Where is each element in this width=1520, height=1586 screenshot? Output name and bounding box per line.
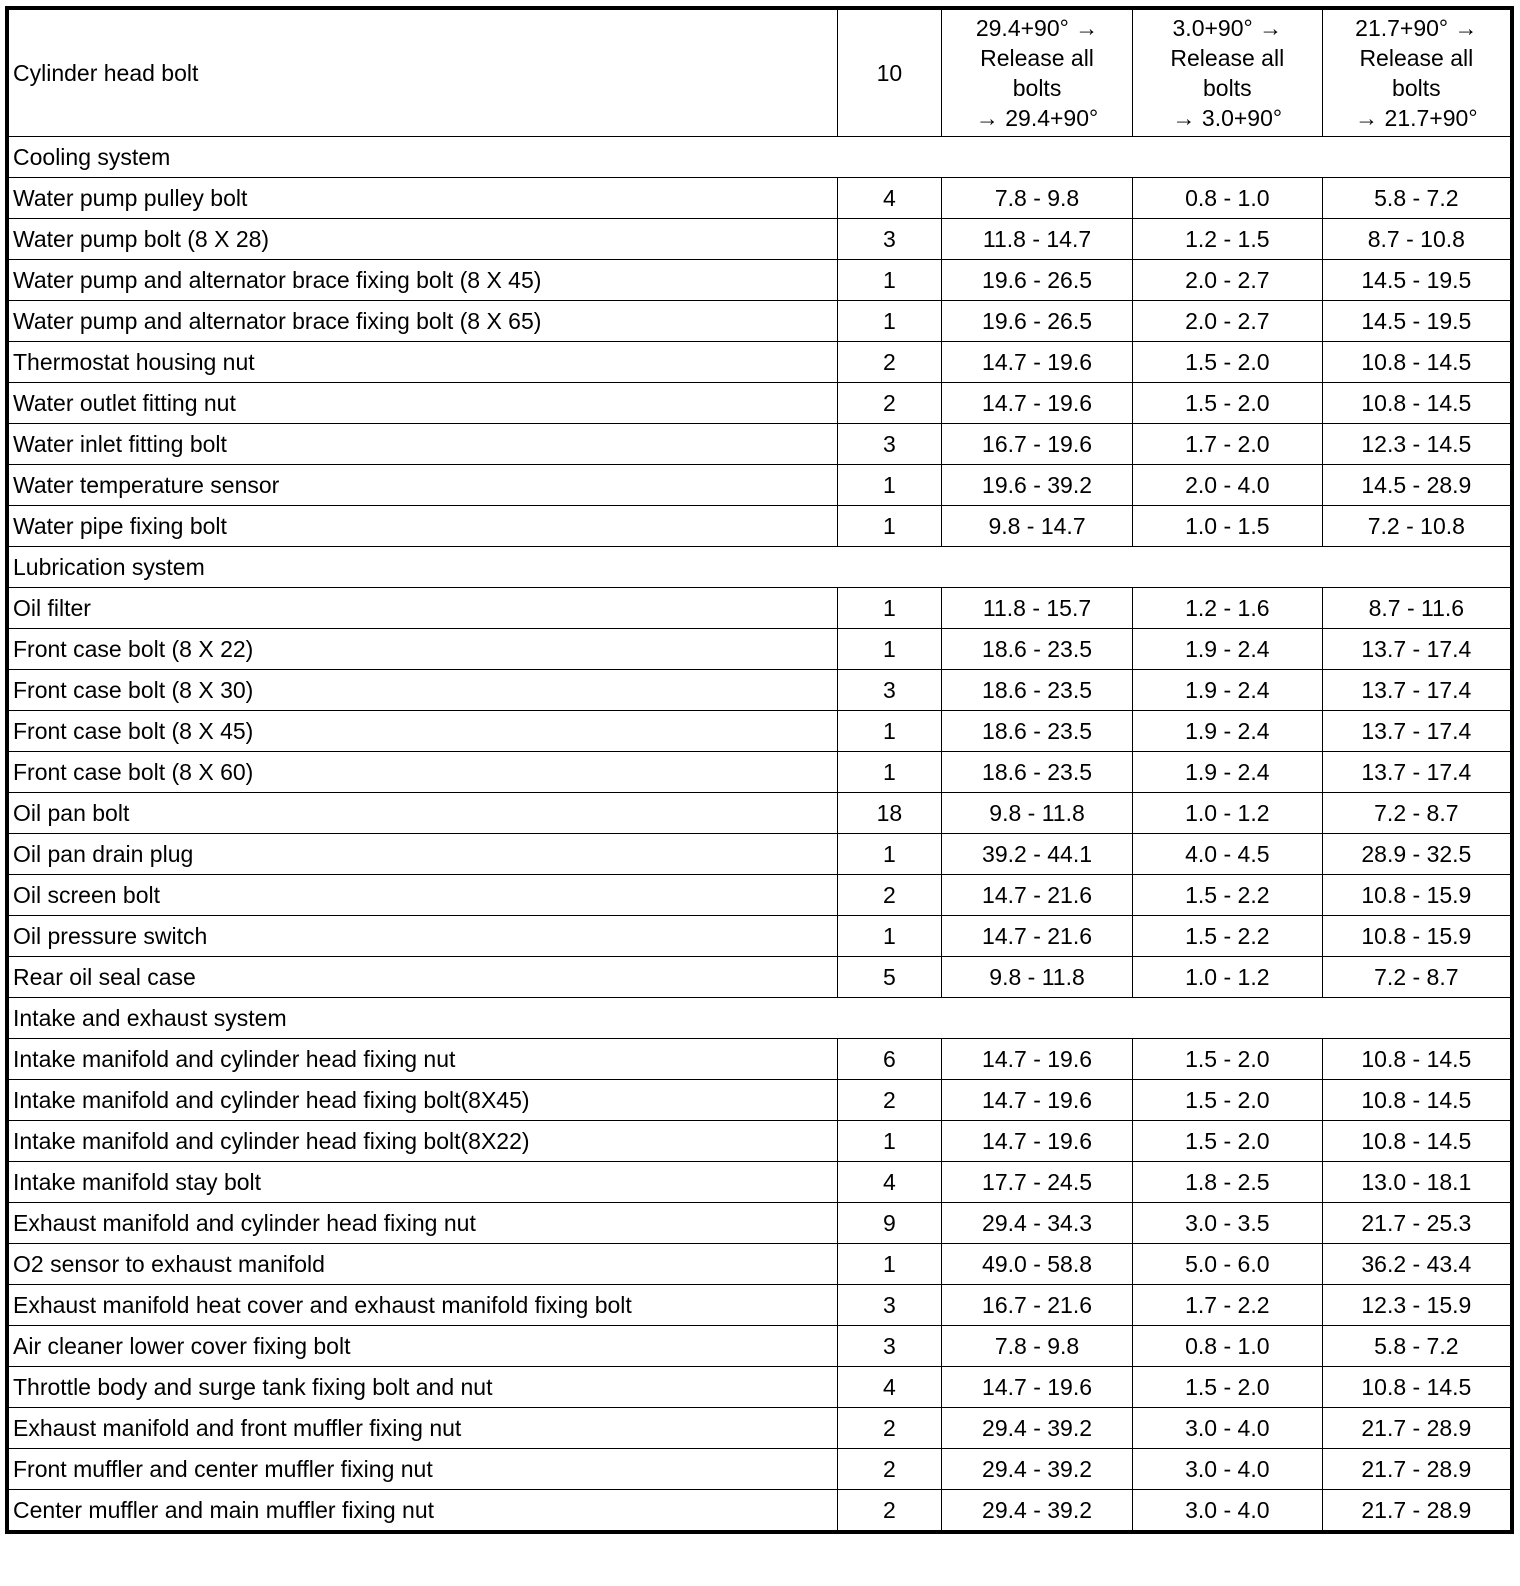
quantity-cell: 1	[837, 1244, 942, 1285]
table-row	[7, 1244, 1512, 1285]
torque-kgm-cell: 3.0 - 4.0	[1132, 1490, 1322, 1533]
torque-lbft-cell: 13.0 - 18.1	[1322, 1162, 1512, 1203]
torque-nm-cell: 19.6 - 39.2	[942, 465, 1133, 506]
item-name-cell: Cylinder head bolt	[7, 8, 837, 137]
table-row	[7, 957, 1512, 998]
torque-nm-cell: 29.4 - 39.2	[942, 1449, 1133, 1490]
quantity-cell: 3	[837, 424, 942, 465]
quantity-cell: 3	[837, 670, 942, 711]
torque-nm-cell: 14.7 - 19.6	[942, 1367, 1133, 1408]
table-row	[7, 629, 1512, 670]
torque-lbft-cell: 8.7 - 10.8	[1322, 219, 1512, 260]
torque-kgm-cell: 1.7 - 2.2	[1132, 1285, 1322, 1326]
torque-line: Release all	[1170, 45, 1285, 71]
torque-lbft-cell: 13.7 - 17.4	[1322, 629, 1512, 670]
quantity-cell: 2	[837, 1080, 942, 1121]
table-row	[7, 178, 1512, 219]
quantity-cell: 5	[837, 957, 942, 998]
table-row	[7, 424, 1512, 465]
table-row	[7, 752, 1512, 793]
torque-nm-cell: 17.7 - 24.5	[942, 1162, 1133, 1203]
torque-kgm-cell: 3.0 - 3.5	[1132, 1203, 1322, 1244]
torque-kgm-cell: 1.5 - 2.0	[1132, 342, 1322, 383]
quantity-cell: 1	[837, 301, 942, 342]
table-row	[7, 670, 1512, 711]
torque-kgm-cell: 1.5 - 2.0	[1132, 383, 1322, 424]
torque-lbft-cell: 21.7 - 28.9	[1322, 1490, 1512, 1533]
quantity-cell: 2	[837, 1449, 942, 1490]
item-name-cell: Front case bolt (8 X 60)	[7, 752, 837, 793]
torque-nm-cell: 14.7 - 19.6	[942, 342, 1133, 383]
item-name-cell: Oil pan bolt	[7, 793, 837, 834]
quantity-cell: 2	[837, 342, 942, 383]
torque-lbft-cell: 21.7 - 28.9	[1322, 1408, 1512, 1449]
torque-kgm-cell: 1.9 - 2.4	[1132, 670, 1322, 711]
item-name-cell: Throttle body and surge tank fixing bolt and nut	[7, 1367, 837, 1408]
torque-kgm-cell: 0.8 - 1.0	[1132, 178, 1322, 219]
torque-nm-cell: 29.4 - 34.3	[942, 1203, 1133, 1244]
table-row	[7, 1162, 1512, 1203]
table-row	[7, 383, 1512, 424]
torque-lbft-cell: 21.7 - 25.3	[1322, 1203, 1512, 1244]
item-name-cell: Water outlet fitting nut	[7, 383, 837, 424]
torque-line: bolts	[1012, 75, 1062, 101]
item-name-cell: Water pump and alternator brace fixing bolt (8 X 65)	[7, 301, 837, 342]
torque-nm-cell: 9.8 - 11.8	[942, 957, 1133, 998]
item-name-cell: Air cleaner lower cover fixing bolt	[7, 1326, 837, 1367]
torque-line: → 3.0+90°	[1172, 105, 1283, 131]
quantity-cell: 4	[837, 1367, 942, 1408]
torque-nm-cell: 29.4 - 39.2	[942, 1490, 1133, 1533]
torque-lbft-cell: 21.7 - 28.9	[1322, 1449, 1512, 1490]
table-row	[7, 1408, 1512, 1449]
table-row	[7, 1367, 1512, 1408]
table-row	[7, 588, 1512, 629]
torque-lbft-cell: 5.8 - 7.2	[1322, 178, 1512, 219]
quantity-cell: 3	[837, 1326, 942, 1367]
torque-nm-cell: 11.8 - 14.7	[942, 219, 1133, 260]
torque-kgm-cell: 2.0 - 2.7	[1132, 301, 1322, 342]
torque-nm-cell: 19.6 - 26.5	[942, 301, 1133, 342]
torque-nm-cell: 18.6 - 23.5	[942, 670, 1133, 711]
torque-kgm-cell: 1.0 - 1.2	[1132, 957, 1322, 998]
item-name-cell: Intake manifold and cylinder head fixing bolt(8X22)	[7, 1121, 837, 1162]
table-row	[7, 506, 1512, 547]
section-header-row	[7, 998, 1512, 1039]
item-name-cell: Water pump pulley bolt	[7, 178, 837, 219]
torque-nm-cell: 7.8 - 9.8	[942, 1326, 1133, 1367]
item-name-cell: Oil pressure switch	[7, 916, 837, 957]
torque-kgm-cell: 2.0 - 4.0	[1132, 465, 1322, 506]
table-row	[7, 1326, 1512, 1367]
item-name-cell: Exhaust manifold and front muffler fixing nut	[7, 1408, 837, 1449]
item-name-cell: Intake manifold and cylinder head fixing nut	[7, 1039, 837, 1080]
item-name-cell: Front muffler and center muffler fixing nut	[7, 1449, 837, 1490]
table-row	[7, 834, 1512, 875]
torque-nm-cell: 14.7 - 21.6	[942, 916, 1133, 957]
torque-nm-cell: 29.4 - 39.2	[942, 1408, 1133, 1449]
table-row	[7, 260, 1512, 301]
quantity-cell: 1	[837, 916, 942, 957]
torque-lbft-cell: 7.2 - 10.8	[1322, 506, 1512, 547]
item-name-cell: Intake manifold and cylinder head fixing bolt(8X45)	[7, 1080, 837, 1121]
table-row	[7, 875, 1512, 916]
item-name-cell: Center muffler and main muffler fixing nut	[7, 1490, 837, 1533]
torque-kgm-cell: 4.0 - 4.5	[1132, 834, 1322, 875]
torque-nm-cell: 14.7 - 19.6	[942, 1080, 1133, 1121]
table-row	[7, 465, 1512, 506]
torque-kgm-cell: 1.9 - 2.4	[1132, 752, 1322, 793]
quantity-cell: 9	[837, 1203, 942, 1244]
item-name-cell: Water pipe fixing bolt	[7, 506, 837, 547]
section-header-row	[7, 137, 1512, 178]
torque-lbft-cell: 10.8 - 14.5	[1322, 342, 1512, 383]
torque-lbft-cell: 7.2 - 8.7	[1322, 957, 1512, 998]
quantity-cell: 2	[837, 875, 942, 916]
torque-nm-cell: 14.7 - 19.6	[942, 1121, 1133, 1162]
item-name-cell: Thermostat housing nut	[7, 342, 837, 383]
quantity-cell: 1	[837, 752, 942, 793]
quantity-cell: 6	[837, 1039, 942, 1080]
quantity-cell: 10	[837, 8, 942, 137]
quantity-cell: 2	[837, 1408, 942, 1449]
item-name-cell: Oil screen bolt	[7, 875, 837, 916]
torque-kgm-cell: 1.5 - 2.0	[1132, 1080, 1322, 1121]
torque-kgm-cell: 1.5 - 2.0	[1132, 1039, 1322, 1080]
item-name-cell: Water temperature sensor	[7, 465, 837, 506]
torque-lbft-cell: 5.8 - 7.2	[1322, 1326, 1512, 1367]
cylinder-head-bolt-row	[7, 8, 1512, 137]
quantity-cell: 2	[837, 383, 942, 424]
torque-kgm-cell: 1.9 - 2.4	[1132, 629, 1322, 670]
torque-kgm-cell: 1.5 - 2.0	[1132, 1367, 1322, 1408]
quantity-cell: 18	[837, 793, 942, 834]
torque-nm-cell: 9.8 - 14.7	[942, 506, 1133, 547]
torque-kgm-cell	[1132, 8, 1322, 137]
torque-line: → 29.4+90°	[975, 105, 1099, 131]
torque-nm-cell: 49.0 - 58.8	[942, 1244, 1133, 1285]
torque-kgm-cell: 1.2 - 1.5	[1132, 219, 1322, 260]
table-row	[7, 1039, 1512, 1080]
torque-line: 21.7+90° →	[1355, 15, 1478, 41]
table-row	[7, 1490, 1512, 1533]
table-row	[7, 1285, 1512, 1326]
torque-kgm-cell: 1.2 - 1.6	[1132, 588, 1322, 629]
torque-kgm-cell: 1.5 - 2.0	[1132, 1121, 1322, 1162]
torque-lbft-cell: 8.7 - 11.6	[1322, 588, 1512, 629]
item-name-cell: Exhaust manifold heat cover and exhaust manifold fixing bolt	[7, 1285, 837, 1326]
quantity-cell: 4	[837, 178, 942, 219]
table-row	[7, 1449, 1512, 1490]
item-name-cell: Water inlet fitting bolt	[7, 424, 837, 465]
torque-lbft-cell	[1322, 8, 1512, 137]
torque-nm-cell	[942, 8, 1133, 137]
torque-lbft-cell: 10.8 - 14.5	[1322, 1121, 1512, 1162]
torque-kgm-cell: 5.0 - 6.0	[1132, 1244, 1322, 1285]
torque-nm-cell: 16.7 - 19.6	[942, 424, 1133, 465]
torque-kgm-cell: 2.0 - 2.7	[1132, 260, 1322, 301]
torque-nm-cell: 14.7 - 21.6	[942, 875, 1133, 916]
item-name-cell: O2 sensor to exhaust manifold	[7, 1244, 837, 1285]
table-row	[7, 301, 1512, 342]
table-row	[7, 219, 1512, 260]
item-name-cell: Front case bolt (8 X 22)	[7, 629, 837, 670]
torque-kgm-cell: 1.7 - 2.0	[1132, 424, 1322, 465]
torque-line: 3.0+90° →	[1172, 15, 1283, 41]
torque-nm-cell: 18.6 - 23.5	[942, 711, 1133, 752]
quantity-cell: 1	[837, 1121, 942, 1162]
torque-kgm-cell: 1.5 - 2.2	[1132, 916, 1322, 957]
torque-nm-cell: 39.2 - 44.1	[942, 834, 1133, 875]
torque-line: bolts	[1203, 75, 1252, 101]
table-row	[7, 342, 1512, 383]
item-name-cell: Water pump bolt (8 X 28)	[7, 219, 837, 260]
torque-nm-cell: 11.8 - 15.7	[942, 588, 1133, 629]
torque-nm-cell: 16.7 - 21.6	[942, 1285, 1133, 1326]
torque-lbft-cell: 12.3 - 15.9	[1322, 1285, 1512, 1326]
torque-nm-cell: 7.8 - 9.8	[942, 178, 1133, 219]
quantity-cell: 3	[837, 219, 942, 260]
item-name-cell: Rear oil seal case	[7, 957, 837, 998]
section-title: Intake and exhaust system	[7, 998, 1512, 1039]
quantity-cell: 1	[837, 506, 942, 547]
torque-kgm-cell: 3.0 - 4.0	[1132, 1449, 1322, 1490]
torque-lbft-cell: 12.3 - 14.5	[1322, 424, 1512, 465]
quantity-cell: 1	[837, 260, 942, 301]
item-name-cell: Oil filter	[7, 588, 837, 629]
torque-kgm-cell: 1.0 - 1.5	[1132, 506, 1322, 547]
torque-line: bolts	[1392, 75, 1441, 101]
torque-lbft-cell: 36.2 - 43.4	[1322, 1244, 1512, 1285]
torque-kgm-cell: 0.8 - 1.0	[1132, 1326, 1322, 1367]
torque-nm-cell: 19.6 - 26.5	[942, 260, 1133, 301]
section-title: Lubrication system	[7, 547, 1512, 588]
section-header-row	[7, 547, 1512, 588]
torque-lbft-cell: 10.8 - 15.9	[1322, 875, 1512, 916]
item-name-cell: Front case bolt (8 X 45)	[7, 711, 837, 752]
item-name-cell: Front case bolt (8 X 30)	[7, 670, 837, 711]
torque-lbft-cell: 13.7 - 17.4	[1322, 752, 1512, 793]
item-name-cell: Oil pan drain plug	[7, 834, 837, 875]
quantity-cell: 1	[837, 465, 942, 506]
section-title: Cooling system	[7, 137, 1512, 178]
torque-lbft-cell: 14.5 - 28.9	[1322, 465, 1512, 506]
torque-line: Release all	[980, 45, 1094, 71]
torque-nm-cell: 14.7 - 19.6	[942, 1039, 1133, 1080]
torque-lbft-cell: 10.8 - 14.5	[1322, 383, 1512, 424]
torque-lbft-cell: 10.8 - 14.5	[1322, 1080, 1512, 1121]
torque-lbft-cell: 28.9 - 32.5	[1322, 834, 1512, 875]
table-row	[7, 1080, 1512, 1121]
torque-lbft-cell: 10.8 - 14.5	[1322, 1039, 1512, 1080]
torque-line: 29.4+90° →	[975, 15, 1099, 41]
torque-kgm-cell: 1.9 - 2.4	[1132, 711, 1322, 752]
torque-kgm-cell: 3.0 - 4.0	[1132, 1408, 1322, 1449]
torque-lbft-cell: 14.5 - 19.5	[1322, 301, 1512, 342]
torque-lbft-cell: 10.8 - 15.9	[1322, 916, 1512, 957]
table-row	[7, 1121, 1512, 1162]
torque-lbft-cell: 13.7 - 17.4	[1322, 670, 1512, 711]
torque-kgm-cell: 1.5 - 2.2	[1132, 875, 1322, 916]
table-row	[7, 1203, 1512, 1244]
torque-lbft-cell: 7.2 - 8.7	[1322, 793, 1512, 834]
quantity-cell: 4	[837, 1162, 942, 1203]
quantity-cell: 2	[837, 1490, 942, 1533]
torque-kgm-cell: 1.0 - 1.2	[1132, 793, 1322, 834]
quantity-cell: 3	[837, 1285, 942, 1326]
quantity-cell: 1	[837, 629, 942, 670]
item-name-cell: Exhaust manifold and cylinder head fixing nut	[7, 1203, 837, 1244]
torque-nm-cell: 9.8 - 11.8	[942, 793, 1133, 834]
torque-lbft-cell: 10.8 - 14.5	[1322, 1367, 1512, 1408]
quantity-cell: 1	[837, 834, 942, 875]
torque-nm-cell: 18.6 - 23.5	[942, 752, 1133, 793]
item-name-cell: Water pump and alternator brace fixing bolt (8 X 45)	[7, 260, 837, 301]
torque-nm-cell: 18.6 - 23.5	[942, 629, 1133, 670]
quantity-cell: 1	[837, 711, 942, 752]
torque-nm-cell: 14.7 - 19.6	[942, 383, 1133, 424]
torque-line: Release all	[1359, 45, 1474, 71]
torque-specification-table	[5, 6, 1514, 1534]
item-name-cell: Intake manifold stay bolt	[7, 1162, 837, 1203]
torque-kgm-cell: 1.8 - 2.5	[1132, 1162, 1322, 1203]
table-row	[7, 711, 1512, 752]
torque-lbft-cell: 14.5 - 19.5	[1322, 260, 1512, 301]
table-row	[7, 916, 1512, 957]
torque-lbft-cell: 13.7 - 17.4	[1322, 711, 1512, 752]
table-row	[7, 793, 1512, 834]
torque-line: → 21.7+90°	[1355, 105, 1478, 131]
quantity-cell: 1	[837, 588, 942, 629]
